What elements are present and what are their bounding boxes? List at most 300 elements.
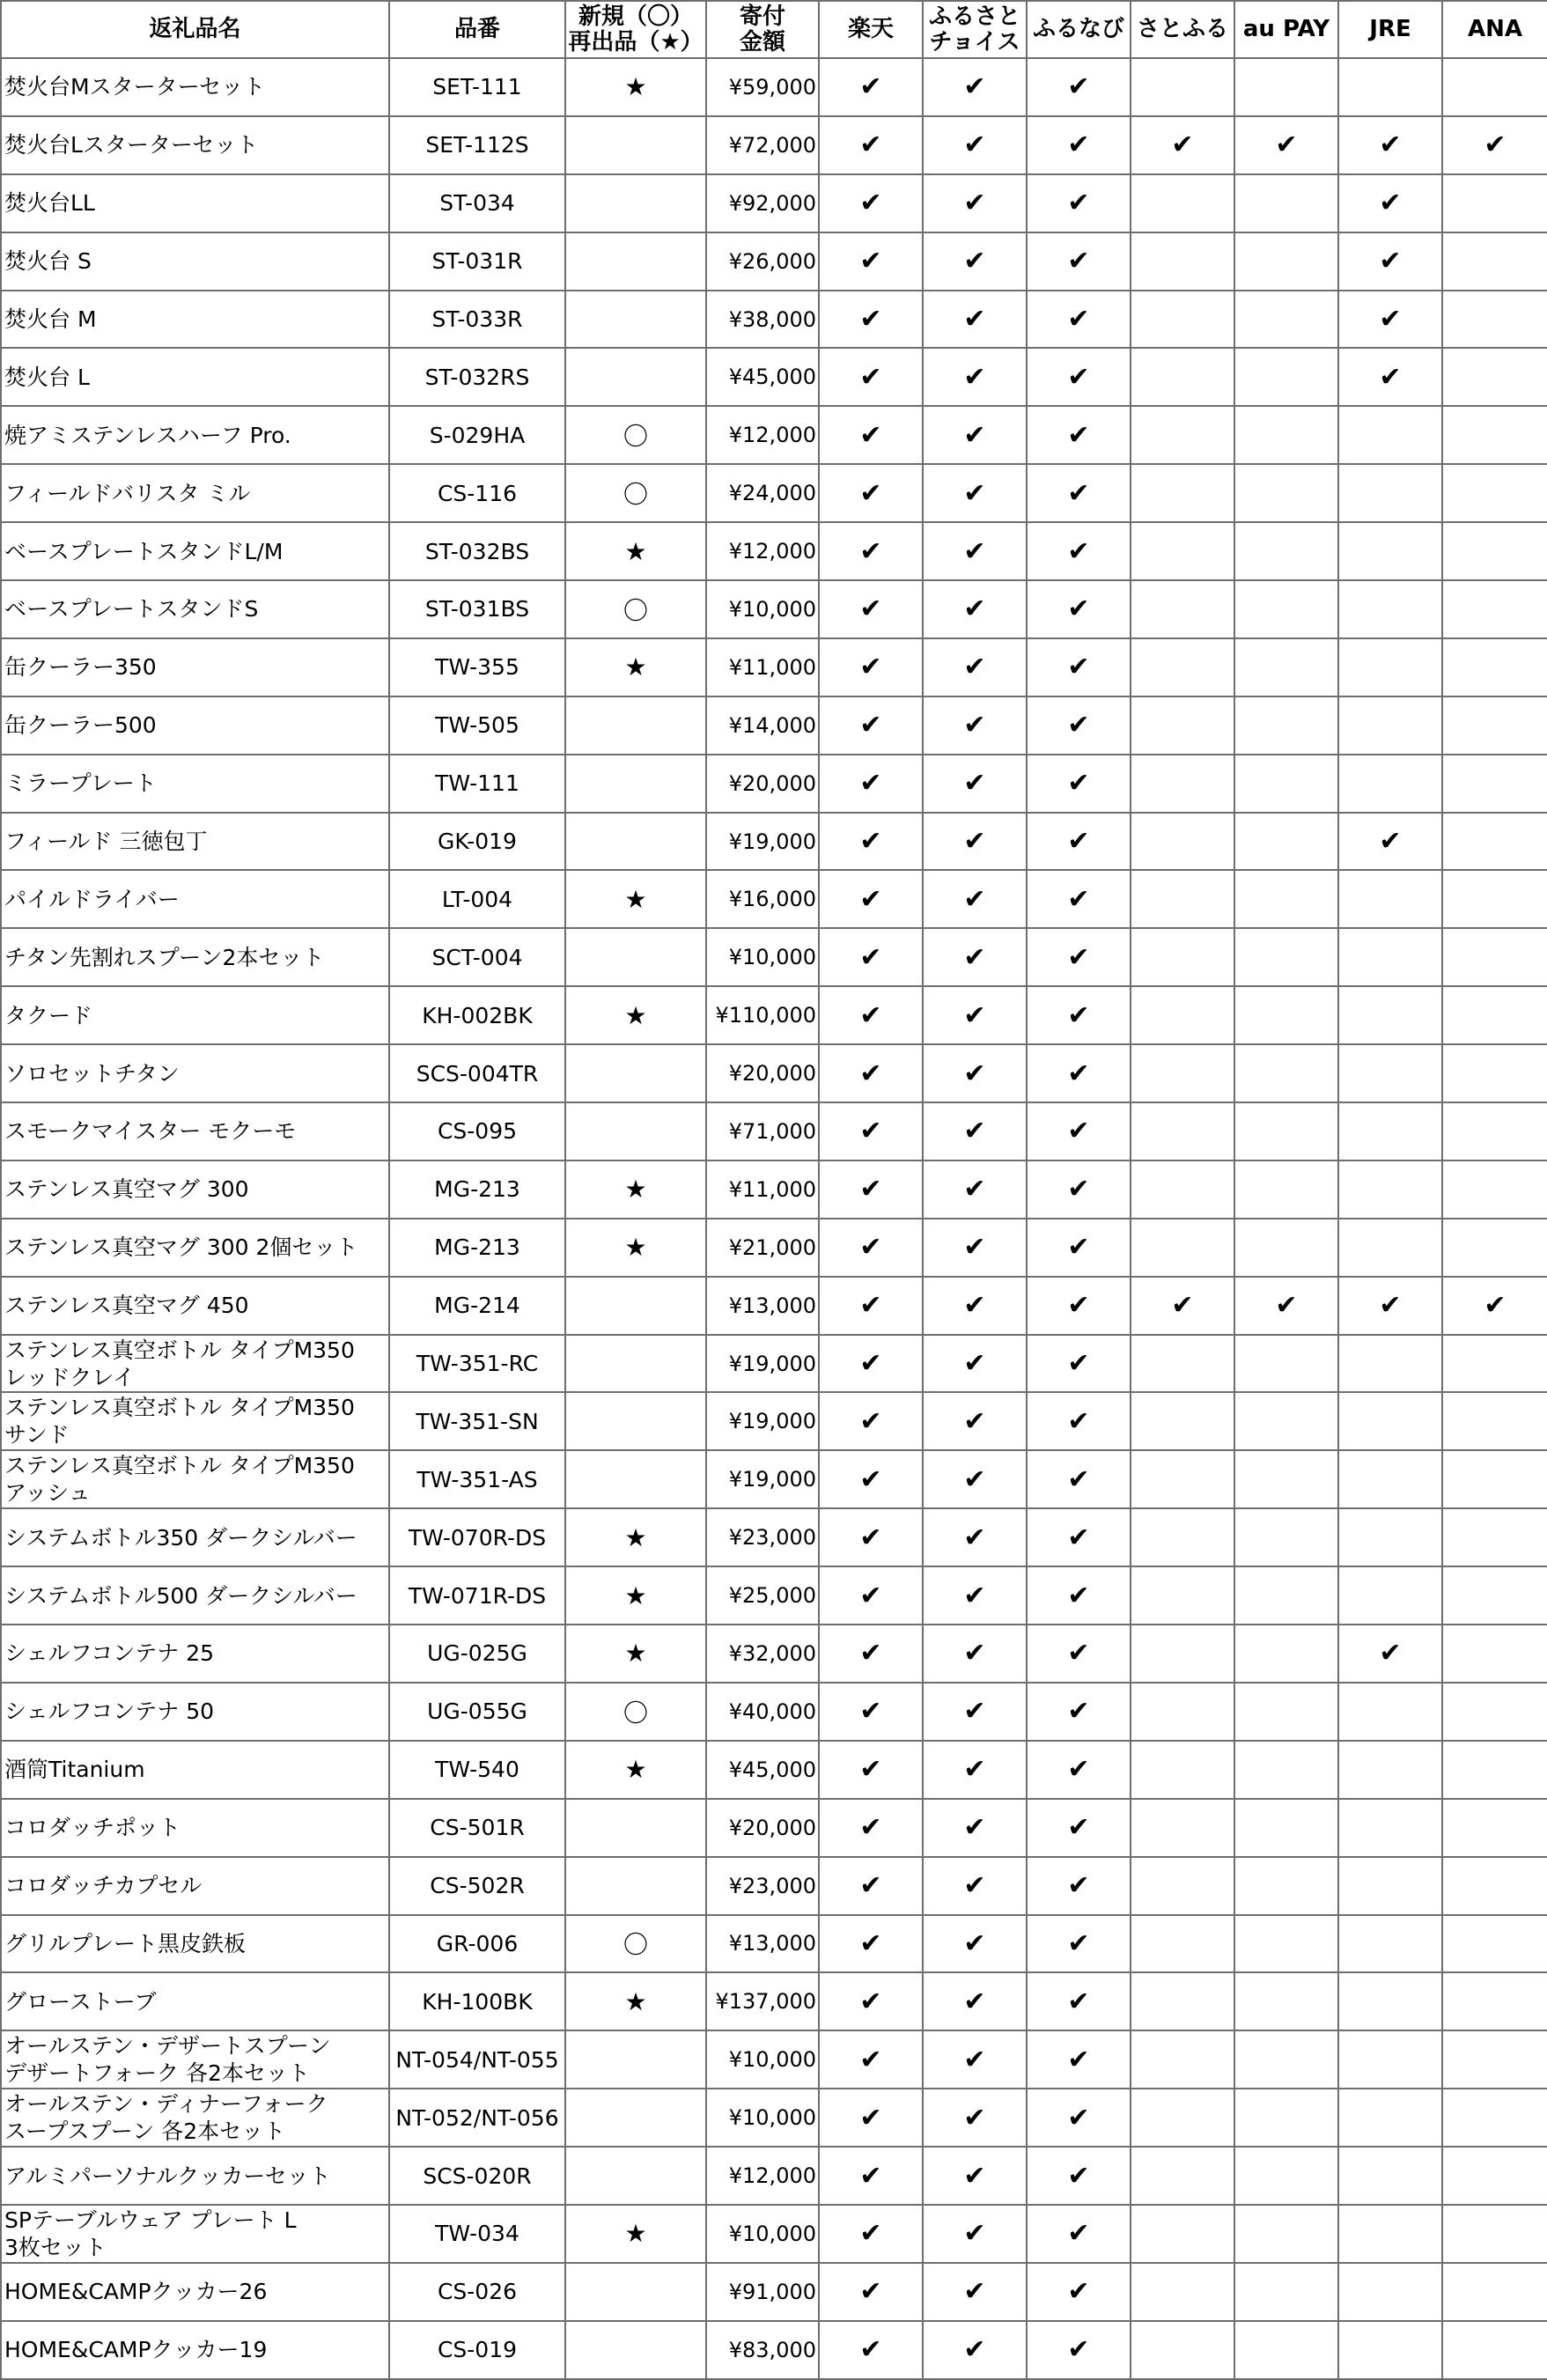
check-jre-cell: ✔: [1338, 1277, 1442, 1335]
item-name-cell: ステンレス真空ボトル タイプM350 レッドクレイ: [1, 1335, 389, 1393]
check-jre-cell: [1338, 755, 1442, 813]
item-name-cell: ソロセットチタン: [1, 1044, 389, 1102]
item-name-cell: ステンレス真空マグ 300 2個セット: [1, 1219, 389, 1277]
new-relist-mark-cell: ★: [565, 1741, 706, 1799]
item-name-cell: SPテーブルウェア プレート L 3枚セット: [1, 2205, 389, 2263]
check-rakuten-cell: ✔: [819, 1857, 923, 1915]
donation-amount-cell: ¥10,000: [706, 2205, 819, 2263]
check-furusato-choice-cell: ✔: [923, 755, 1027, 813]
donation-amount-cell: ¥25,000: [706, 1566, 819, 1625]
check-furunavi-cell: ✔: [1027, 1915, 1131, 1973]
check-ana-cell: [1442, 813, 1547, 871]
table-row: [1, 1450, 1547, 1508]
check-jre-cell: [1338, 464, 1442, 522]
table-row: [1, 58, 1547, 116]
check-satofull-cell: [1131, 1683, 1234, 1741]
table-row: [1, 1972, 1547, 2030]
check-rakuten-cell: ✔: [819, 813, 923, 871]
donation-amount-cell: ¥40,000: [706, 1683, 819, 1741]
check-jre-cell: [1338, 2030, 1442, 2089]
item-code-cell: SCS-004TR: [389, 1044, 565, 1102]
item-code-cell: CS-501R: [389, 1799, 565, 1857]
check-jre-cell: [1338, 1508, 1442, 1566]
check-rakuten-cell: ✔: [819, 696, 923, 755]
check-satofull-cell: [1131, 638, 1234, 696]
check-ana-cell: [1442, 464, 1547, 522]
item-code-cell: CS-502R: [389, 1857, 565, 1915]
table-row: [1, 1161, 1547, 1219]
check-furunavi-cell: ✔: [1027, 1972, 1131, 2030]
check-jre-cell: ✔: [1338, 1625, 1442, 1683]
table-row: [1, 2089, 1547, 2147]
check-rakuten-cell: ✔: [819, 1102, 923, 1161]
check-jre-cell: [1338, 406, 1442, 464]
item-code-cell: TW-540: [389, 1741, 565, 1799]
check-furusato-choice-cell: ✔: [923, 1799, 1027, 1857]
donation-amount-cell: ¥19,000: [706, 1335, 819, 1393]
check-furunavi-cell: ✔: [1027, 2321, 1131, 2379]
check-furusato-choice-cell: ✔: [923, 2321, 1027, 2379]
check-satofull-cell: [1131, 1741, 1234, 1799]
check-satofull-cell: [1131, 1161, 1234, 1219]
check-furunavi-cell: ✔: [1027, 638, 1131, 696]
item-code-cell: UG-025G: [389, 1625, 565, 1683]
check-satofull-cell: [1131, 1450, 1234, 1508]
item-name-cell: ミラープレート: [1, 755, 389, 813]
header-new-relist: 新規（〇） 再出品（★）: [565, 1, 706, 58]
check-furusato-choice-cell: ✔: [923, 522, 1027, 580]
check-furunavi-cell: ✔: [1027, 755, 1131, 813]
check-ana-cell: [1442, 1102, 1547, 1161]
item-name-cell: 焚火台LL: [1, 174, 389, 232]
item-code-cell: KH-002BK: [389, 986, 565, 1044]
check-furunavi-cell: ✔: [1027, 291, 1131, 349]
check-furunavi-cell: ✔: [1027, 1857, 1131, 1915]
new-relist-mark-cell: [565, 1102, 706, 1161]
donation-amount-cell: ¥23,000: [706, 1857, 819, 1915]
new-relist-mark-cell: ★: [565, 638, 706, 696]
check-furunavi-cell: ✔: [1027, 116, 1131, 174]
check-au-pay-cell: [1234, 2147, 1338, 2205]
check-satofull-cell: [1131, 2147, 1234, 2205]
check-au-pay-cell: [1234, 1799, 1338, 1857]
item-code-cell: KH-100BK: [389, 1972, 565, 2030]
item-code-cell: TW-355: [389, 638, 565, 696]
check-furunavi-cell: ✔: [1027, 1566, 1131, 1625]
table-row: [1, 1915, 1547, 1973]
check-jre-cell: ✔: [1338, 232, 1442, 291]
item-name-cell: パイルドライバー: [1, 870, 389, 928]
check-satofull-cell: [1131, 1566, 1234, 1625]
check-ana-cell: ✔: [1442, 116, 1547, 174]
item-name-cell: 焚火台 L: [1, 348, 389, 406]
check-furusato-choice-cell: ✔: [923, 1392, 1027, 1450]
check-furusato-choice-cell: ✔: [923, 1219, 1027, 1277]
check-ana-cell: [1442, 1161, 1547, 1219]
table-row: [1, 696, 1547, 755]
check-jre-cell: [1338, 1915, 1442, 1973]
item-name-cell: 焚火台 S: [1, 232, 389, 291]
donation-amount-cell: ¥110,000: [706, 986, 819, 1044]
check-jre-cell: [1338, 1044, 1442, 1102]
check-satofull-cell: [1131, 174, 1234, 232]
check-satofull-cell: [1131, 1857, 1234, 1915]
check-furunavi-cell: ✔: [1027, 1508, 1131, 1566]
donation-amount-cell: ¥12,000: [706, 406, 819, 464]
donation-amount-cell: ¥10,000: [706, 2089, 819, 2147]
check-au-pay-cell: [1234, 1508, 1338, 1566]
item-name-cell: ベースプレートスタンドS: [1, 580, 389, 638]
donation-amount-cell: ¥14,000: [706, 696, 819, 755]
check-furusato-choice-cell: ✔: [923, 58, 1027, 116]
check-rakuten-cell: ✔: [819, 2321, 923, 2379]
check-au-pay-cell: [1234, 1219, 1338, 1277]
table-row: [1, 1102, 1547, 1161]
new-relist-mark-cell: [565, 2089, 706, 2147]
check-jre-cell: ✔: [1338, 116, 1442, 174]
check-rakuten-cell: ✔: [819, 58, 923, 116]
check-au-pay-cell: [1234, 1450, 1338, 1508]
item-name-cell: グローストーブ: [1, 1972, 389, 2030]
check-ana-cell: [1442, 638, 1547, 696]
new-relist-mark-cell: ★: [565, 1566, 706, 1625]
header-donation-amount: 寄付 金額: [706, 1, 819, 58]
check-rakuten-cell: ✔: [819, 1508, 923, 1566]
check-au-pay-cell: [1234, 2321, 1338, 2379]
donation-amount-cell: ¥10,000: [706, 580, 819, 638]
table-body: [1, 58, 1547, 2379]
check-jre-cell: [1338, 2205, 1442, 2263]
check-satofull-cell: [1131, 232, 1234, 291]
check-rakuten-cell: ✔: [819, 1972, 923, 2030]
table-row: [1, 116, 1547, 174]
check-furunavi-cell: ✔: [1027, 2089, 1131, 2147]
check-furusato-choice-cell: ✔: [923, 870, 1027, 928]
donation-amount-cell: ¥20,000: [706, 1044, 819, 1102]
item-name-cell: フィールドバリスタ ミル: [1, 464, 389, 522]
donation-amount-cell: ¥38,000: [706, 291, 819, 349]
header-jre: JRE: [1338, 1, 1442, 58]
check-satofull-cell: [1131, 986, 1234, 1044]
check-au-pay-cell: [1234, 2205, 1338, 2263]
check-jre-cell: [1338, 2147, 1442, 2205]
check-satofull-cell: [1131, 58, 1234, 116]
check-ana-cell: [1442, 928, 1547, 986]
check-ana-cell: [1442, 232, 1547, 291]
check-jre-cell: [1338, 1450, 1442, 1508]
item-code-cell: TW-034: [389, 2205, 565, 2263]
item-code-cell: CS-026: [389, 2263, 565, 2321]
check-au-pay-cell: [1234, 638, 1338, 696]
check-au-pay-cell: [1234, 813, 1338, 871]
check-jre-cell: [1338, 2321, 1442, 2379]
check-au-pay-cell: ✔: [1234, 116, 1338, 174]
check-rakuten-cell: ✔: [819, 348, 923, 406]
donation-amount-cell: ¥13,000: [706, 1915, 819, 1973]
check-au-pay-cell: [1234, 232, 1338, 291]
check-rakuten-cell: ✔: [819, 2147, 923, 2205]
check-satofull-cell: [1131, 755, 1234, 813]
check-satofull-cell: [1131, 1915, 1234, 1973]
check-rakuten-cell: ✔: [819, 2089, 923, 2147]
check-furusato-choice-cell: ✔: [923, 696, 1027, 755]
table-row: [1, 1741, 1547, 1799]
check-jre-cell: [1338, 1566, 1442, 1625]
item-name-cell: アルミパーソナルクッカーセット: [1, 2147, 389, 2205]
check-furunavi-cell: ✔: [1027, 58, 1131, 116]
new-relist-mark-cell: [565, 2263, 706, 2321]
donation-amount-cell: ¥16,000: [706, 870, 819, 928]
item-code-cell: SCT-004: [389, 928, 565, 986]
check-ana-cell: [1442, 696, 1547, 755]
item-code-cell: MG-213: [389, 1219, 565, 1277]
check-au-pay-cell: [1234, 580, 1338, 638]
item-name-cell: シェルフコンテナ 25: [1, 1625, 389, 1683]
check-rakuten-cell: ✔: [819, 1450, 923, 1508]
item-code-cell: GK-019: [389, 813, 565, 871]
item-name-cell: ステンレス真空ボトル タイプM350 アッシュ: [1, 1450, 389, 1508]
check-rakuten-cell: ✔: [819, 522, 923, 580]
check-jre-cell: [1338, 1102, 1442, 1161]
donation-amount-cell: ¥71,000: [706, 1102, 819, 1161]
item-name-cell: HOME&CAMPクッカー26: [1, 2263, 389, 2321]
check-ana-cell: [1442, 522, 1547, 580]
check-rakuten-cell: ✔: [819, 1219, 923, 1277]
check-satofull-cell: [1131, 928, 1234, 986]
new-relist-mark-cell: 〇: [565, 406, 706, 464]
new-relist-mark-cell: ★: [565, 1625, 706, 1683]
donation-amount-cell: ¥20,000: [706, 1799, 819, 1857]
item-name-cell: グリルプレート黒皮鉄板: [1, 1915, 389, 1973]
check-au-pay-cell: [1234, 1566, 1338, 1625]
donation-amount-cell: ¥11,000: [706, 1161, 819, 1219]
item-code-cell: ST-032RS: [389, 348, 565, 406]
check-furusato-choice-cell: ✔: [923, 928, 1027, 986]
check-furunavi-cell: ✔: [1027, 1277, 1131, 1335]
item-code-cell: ST-031BS: [389, 580, 565, 638]
check-jre-cell: [1338, 2089, 1442, 2147]
item-name-cell: チタン先割れスプーン2本セット: [1, 928, 389, 986]
check-satofull-cell: [1131, 291, 1234, 349]
check-ana-cell: [1442, 580, 1547, 638]
check-furusato-choice-cell: ✔: [923, 232, 1027, 291]
new-relist-mark-cell: [565, 1799, 706, 1857]
new-relist-mark-cell: ★: [565, 1161, 706, 1219]
check-jre-cell: ✔: [1338, 813, 1442, 871]
donation-amount-cell: ¥19,000: [706, 813, 819, 871]
table-row: [1, 348, 1547, 406]
check-au-pay-cell: [1234, 696, 1338, 755]
check-rakuten-cell: ✔: [819, 928, 923, 986]
new-relist-mark-cell: [565, 813, 706, 871]
check-satofull-cell: [1131, 1972, 1234, 2030]
item-name-cell: 焼アミステンレスハーフ Pro.: [1, 406, 389, 464]
check-rakuten-cell: ✔: [819, 1625, 923, 1683]
check-au-pay-cell: [1234, 1392, 1338, 1450]
check-ana-cell: [1442, 348, 1547, 406]
new-relist-mark-cell: 〇: [565, 1683, 706, 1741]
check-ana-cell: ✔: [1442, 1277, 1547, 1335]
item-name-cell: ステンレス真空マグ 300: [1, 1161, 389, 1219]
new-relist-mark-cell: [565, 1857, 706, 1915]
item-code-cell: TW-351-SN: [389, 1392, 565, 1450]
check-au-pay-cell: ✔: [1234, 1277, 1338, 1335]
donation-amount-cell: ¥72,000: [706, 116, 819, 174]
item-code-cell: ST-033R: [389, 291, 565, 349]
table-row: [1, 291, 1547, 349]
table-row: [1, 2321, 1547, 2379]
check-furusato-choice-cell: ✔: [923, 1277, 1027, 1335]
check-rakuten-cell: ✔: [819, 1335, 923, 1393]
check-jre-cell: [1338, 1335, 1442, 1393]
table-row: [1, 1508, 1547, 1566]
item-code-cell: MG-214: [389, 1277, 565, 1335]
check-ana-cell: [1442, 755, 1547, 813]
item-name-cell: オールステン・ディナーフォーク スープスプーン 各2本セット: [1, 2089, 389, 2147]
new-relist-mark-cell: [565, 1450, 706, 1508]
check-furunavi-cell: ✔: [1027, 1335, 1131, 1393]
check-ana-cell: [1442, 870, 1547, 928]
check-ana-cell: [1442, 2030, 1547, 2089]
item-code-cell: ST-032BS: [389, 522, 565, 580]
item-name-cell: HOME&CAMPクッカー19: [1, 2321, 389, 2379]
donation-amount-cell: ¥12,000: [706, 2147, 819, 2205]
header-row: [1, 1, 1547, 58]
new-relist-mark-cell: [565, 232, 706, 291]
check-satofull-cell: [1131, 1044, 1234, 1102]
donation-amount-cell: ¥10,000: [706, 928, 819, 986]
check-rakuten-cell: ✔: [819, 232, 923, 291]
check-rakuten-cell: ✔: [819, 986, 923, 1044]
check-furusato-choice-cell: ✔: [923, 1683, 1027, 1741]
check-furunavi-cell: ✔: [1027, 348, 1131, 406]
table-row: [1, 1392, 1547, 1450]
table-row: [1, 755, 1547, 813]
check-furunavi-cell: ✔: [1027, 1625, 1131, 1683]
new-relist-mark-cell: [565, 755, 706, 813]
check-au-pay-cell: [1234, 1857, 1338, 1915]
table-row: [1, 870, 1547, 928]
check-au-pay-cell: [1234, 2030, 1338, 2089]
item-code-cell: TW-351-RC: [389, 1335, 565, 1393]
check-ana-cell: [1442, 1508, 1547, 1566]
check-satofull-cell: [1131, 1335, 1234, 1393]
header-rakuten: 楽天: [819, 1, 923, 58]
check-furusato-choice-cell: ✔: [923, 1915, 1027, 1973]
item-name-cell: 缶クーラー500: [1, 696, 389, 755]
check-au-pay-cell: [1234, 1102, 1338, 1161]
check-furusato-choice-cell: ✔: [923, 2030, 1027, 2089]
donation-amount-cell: ¥24,000: [706, 464, 819, 522]
header-satofull: さとふる: [1131, 1, 1234, 58]
check-jre-cell: [1338, 1683, 1442, 1741]
check-furusato-choice-cell: ✔: [923, 2263, 1027, 2321]
check-ana-cell: [1442, 986, 1547, 1044]
check-ana-cell: [1442, 291, 1547, 349]
check-ana-cell: [1442, 1683, 1547, 1741]
check-ana-cell: [1442, 2263, 1547, 2321]
check-satofull-cell: [1131, 813, 1234, 871]
table-row: [1, 1277, 1547, 1335]
donation-amount-cell: ¥13,000: [706, 1277, 819, 1335]
table-row: [1, 1044, 1547, 1102]
check-furusato-choice-cell: ✔: [923, 1450, 1027, 1508]
check-jre-cell: [1338, 986, 1442, 1044]
donation-amount-cell: ¥137,000: [706, 1972, 819, 2030]
check-furunavi-cell: ✔: [1027, 813, 1131, 871]
donation-amount-cell: ¥23,000: [706, 1508, 819, 1566]
check-furusato-choice-cell: ✔: [923, 2089, 1027, 2147]
check-au-pay-cell: [1234, 522, 1338, 580]
check-ana-cell: [1442, 1450, 1547, 1508]
item-code-cell: ST-034: [389, 174, 565, 232]
check-furunavi-cell: ✔: [1027, 1799, 1131, 1857]
item-name-cell: システムボトル500 ダークシルバー: [1, 1566, 389, 1625]
table-row: [1, 986, 1547, 1044]
check-rakuten-cell: ✔: [819, 1566, 923, 1625]
new-relist-mark-cell: ★: [565, 1508, 706, 1566]
check-au-pay-cell: [1234, 1683, 1338, 1741]
check-ana-cell: [1442, 1335, 1547, 1393]
table-row: [1, 638, 1547, 696]
item-name-cell: システムボトル350 ダークシルバー: [1, 1508, 389, 1566]
check-furunavi-cell: ✔: [1027, 2205, 1131, 2263]
check-furunavi-cell: ✔: [1027, 1683, 1131, 1741]
new-relist-mark-cell: 〇: [565, 580, 706, 638]
check-furusato-choice-cell: ✔: [923, 986, 1027, 1044]
check-furusato-choice-cell: ✔: [923, 1972, 1027, 2030]
check-jre-cell: [1338, 638, 1442, 696]
check-furunavi-cell: ✔: [1027, 464, 1131, 522]
check-satofull-cell: [1131, 580, 1234, 638]
check-au-pay-cell: [1234, 2089, 1338, 2147]
header-item-code: 品番: [389, 1, 565, 58]
item-name-cell: 缶クーラー350: [1, 638, 389, 696]
check-satofull-cell: [1131, 464, 1234, 522]
table-row: [1, 1857, 1547, 1915]
item-code-cell: SCS-020R: [389, 2147, 565, 2205]
check-furunavi-cell: ✔: [1027, 580, 1131, 638]
check-jre-cell: [1338, 928, 1442, 986]
new-relist-mark-cell: ★: [565, 2205, 706, 2263]
check-furusato-choice-cell: ✔: [923, 348, 1027, 406]
item-code-cell: S-029HA: [389, 406, 565, 464]
check-satofull-cell: [1131, 2321, 1234, 2379]
donation-amount-cell: ¥26,000: [706, 232, 819, 291]
check-furunavi-cell: ✔: [1027, 986, 1131, 1044]
item-code-cell: ST-031R: [389, 232, 565, 291]
check-furusato-choice-cell: ✔: [923, 1857, 1027, 1915]
check-au-pay-cell: [1234, 58, 1338, 116]
check-ana-cell: [1442, 2089, 1547, 2147]
check-satofull-cell: [1131, 1392, 1234, 1450]
check-au-pay-cell: [1234, 928, 1338, 986]
check-furunavi-cell: ✔: [1027, 1044, 1131, 1102]
header-furusato-choice: ふるさと チョイス: [923, 1, 1027, 58]
check-rakuten-cell: ✔: [819, 1277, 923, 1335]
check-ana-cell: [1442, 174, 1547, 232]
item-name-cell: コロダッチポット: [1, 1799, 389, 1857]
table-row: [1, 522, 1547, 580]
new-relist-mark-cell: ★: [565, 1972, 706, 2030]
check-jre-cell: [1338, 1219, 1442, 1277]
check-satofull-cell: [1131, 1219, 1234, 1277]
item-code-cell: UG-055G: [389, 1683, 565, 1741]
new-relist-mark-cell: [565, 1335, 706, 1393]
new-relist-mark-cell: ★: [565, 1219, 706, 1277]
check-furunavi-cell: ✔: [1027, 928, 1131, 986]
check-furusato-choice-cell: ✔: [923, 2147, 1027, 2205]
